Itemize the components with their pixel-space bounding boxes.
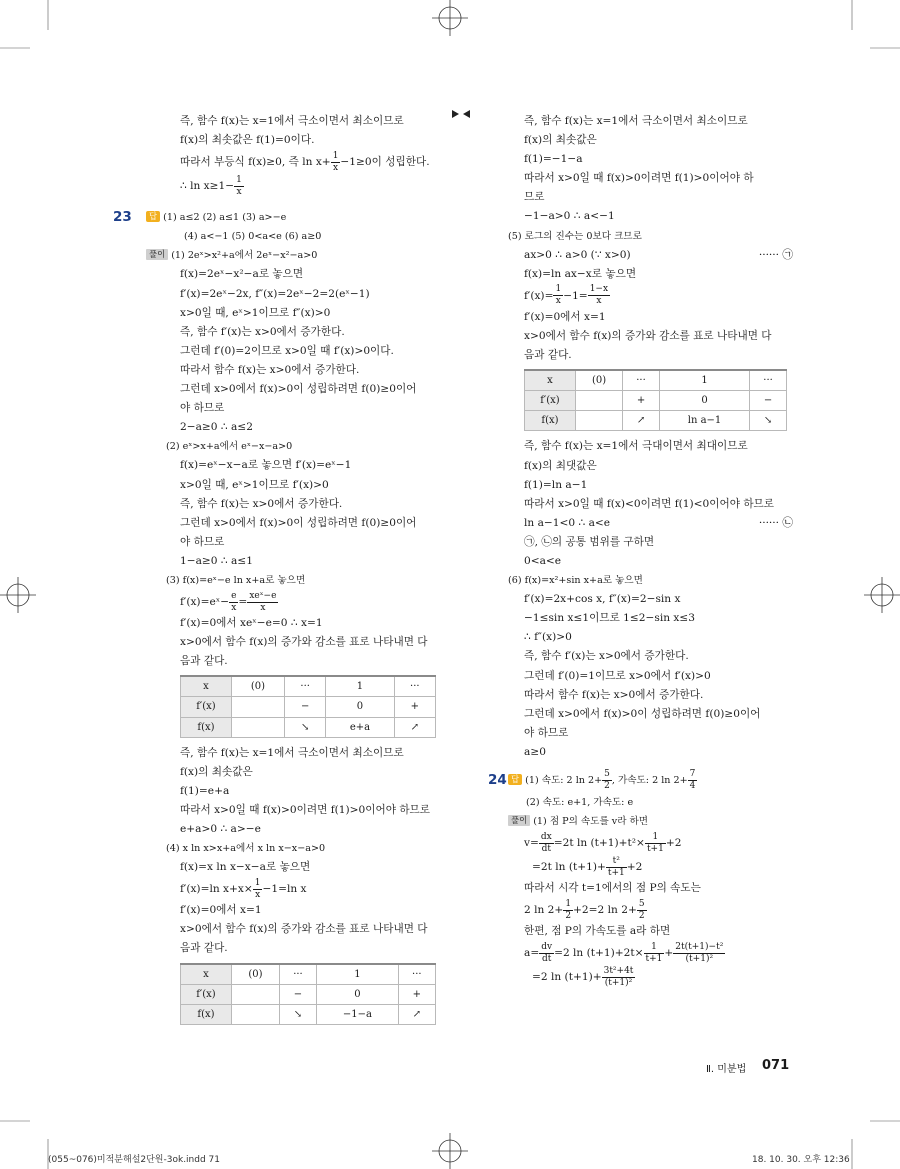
text-line: f(x)의 최솟값은 f(1)=0이다.: [180, 134, 315, 147]
text-line: a= $\frac{dv}{dt}$ =2 ln (t+1)+2t× $\frac{1}{t+1}$ + $\frac{\text{2t(t+1)−t²}}{\text{(t+1)²}}$: [524, 941, 724, 964]
text-line: 음과 같다.: [524, 349, 572, 362]
solution-line: 풀이 (1) 2eˣ>x²+a에서 2eˣ−x²−a>0: [146, 246, 446, 265]
fraction: $\frac{1}{x}$: [555, 284, 562, 307]
answer-tag: 답: [146, 211, 160, 222]
text-line: 그런데 x>0에서 f(x)>0이 성립하려면 f(0)≥0이어: [180, 516, 417, 529]
fraction: $\frac{1}{2}$: [565, 898, 572, 921]
text-line: f(x)=ln ax−x로 놓으면: [524, 267, 637, 280]
text-line: 므로: [524, 191, 545, 204]
text-line: v= $\frac{dx}{dt}$ =2t ln (t+1)+t²× $\frac{1}{t+1}$ +2: [524, 831, 682, 854]
text-line: 따라서 시각 t=1에서의 점 P의 속도는: [524, 882, 701, 895]
solution-tag: 풀이: [146, 249, 168, 260]
fraction: $\frac{1}{x}$: [332, 150, 339, 173]
text-line: f′(x)=ln x+x× $\frac{1}{x}$ −1=ln x: [180, 877, 307, 900]
text-line: −1−a>0 ∴ a<−1: [524, 210, 615, 223]
part-heading: (4) x ln x>x+a에서 x ln x−x−a>0: [166, 843, 326, 855]
text-line: 1−a≥0 ∴ a≤1: [180, 554, 253, 567]
text-line: f(1)=e+a: [180, 784, 230, 797]
text-line: 따라서 부등식 f(x)≥0, 즉 ln x+ $\frac{1}{x}$ −1≥0이 성립한다.: [180, 150, 430, 173]
fraction: $\frac{7}{4}$: [689, 768, 696, 791]
text-line: f(1)=ln a−1: [524, 478, 588, 491]
increase-decrease-table: x (0) ··· 1 ··· f′(x) − 0 + f(x) ↘ e+a ↗: [180, 675, 436, 737]
text-line: 음과 같다.: [180, 655, 228, 668]
part-heading: (6) f(x)=x²+sin x+a로 놓으면: [508, 575, 643, 587]
fraction: $\frac{5}{2}$: [638, 898, 645, 921]
solution-tag: 풀이: [508, 815, 530, 826]
text-line: f(x)=x ln x−x−a로 놓으면: [180, 861, 311, 874]
text-line: 0<a<e: [524, 554, 562, 567]
text-line: −1≤sin x≤1이므로 1≤2−sin x≤3: [524, 612, 696, 625]
text-line: 야 하므로: [180, 535, 225, 548]
text-line: ㉠, ㉡의 공통 범위를 구하면: [524, 535, 655, 548]
text-line: 그런데 x>0에서 f(x)>0이 성립하려면 f(0)≥0이어: [180, 383, 417, 396]
text-line: 한편, 점 P의 가속도를 a라 하면: [524, 925, 671, 938]
problem-23: [113, 208, 446, 1025]
text-line: 야 하므로: [180, 402, 225, 415]
answer-line: (4) a<−1 (5) 0<a<e (6) a≥0: [184, 231, 322, 243]
text-line: f′(x)= $\frac{1}{x}$ −1= $\frac{1-x}{x}$: [524, 284, 609, 307]
right-column: [488, 112, 793, 989]
text-line: 즉, 함수 f(x)는 x=1에서 극소이면서 최소이므로: [524, 115, 748, 127]
answer-line: 24 답 (1) 속도: 2 ln 2+ $\frac{5}{2}$ , 가속도: 2 ln 2+ $\frac{7}{4}$: [488, 768, 696, 791]
text-line: f′(x)=0에서 x=1: [524, 310, 606, 323]
text-line: 그런데 x>0에서 f(x)>0이 성립하려면 f(0)≥0이어: [524, 707, 761, 720]
fraction: $\frac{e}{x}$: [231, 590, 237, 613]
text-line: ∴ ln x≥1− $\frac{1}{x}$: [180, 174, 242, 197]
increase-decrease-table: x (0) ··· 1 ··· f′(x) − 0 + f(x) ↘ −1−a ↗: [180, 963, 436, 1025]
fraction: $\frac{1}{t+1}$: [645, 941, 663, 964]
text-line: f′(x)=eˣ− $\frac{e}{x}$ = $\frac{\text{xeˣ−e}}{x}$: [180, 590, 277, 613]
fraction: $\frac{dv}{dt}$: [541, 941, 553, 964]
text-line: 따라서 함수 f(x)는 x>0에서 증가한다.: [180, 363, 360, 376]
text-line: 따라서 x>0일 때 f(x)<0이려면 f(1)<0이어야 하므로: [524, 497, 775, 510]
print-date: 18. 10. 30. 오후 12:36: [752, 1155, 850, 1165]
text-line: 그런데 f′(0)=2이므로 x>0일 때 f′(x)>0이다.: [180, 344, 394, 357]
text-line: f(x)의 최댓값은: [524, 459, 597, 472]
text-line: ax>0 ∴ a>0 (∵ x>0) ······ ㉠: [524, 246, 793, 265]
fraction: $\frac{5}{2}$: [604, 768, 610, 791]
text-line: ln a−1<0 ∴ a<e ······ ㉡: [524, 514, 793, 533]
solution-line: 풀이 (1) 점 P의 속도를 v라 하면: [508, 812, 793, 831]
marker-label: ······ ㉡: [758, 516, 793, 529]
text-line: 즉, 함수 f(x)는 x=1에서 극소이면서 최소이므로: [180, 746, 404, 759]
section-label: Ⅱ. 미분법: [706, 1064, 747, 1075]
text-line: f′(x)=0에서 x=1: [180, 904, 262, 917]
text-line: e+a>0 ∴ a>−e: [180, 823, 261, 835]
text-line: x>0에서 함수 f(x)의 증가와 감소를 표로 나타내면 다: [180, 636, 428, 649]
text-line: x>0에서 함수 f(x)의 증가와 감소를 표로 나타내면 다: [180, 923, 428, 936]
text-line: f′(x)=0에서 xeˣ−e=0 ∴ x=1: [180, 617, 323, 630]
fraction: $\frac{\text{2t(t+1)−t²}}{\text{(t+1)²}}$: [675, 941, 724, 964]
text-line: =2t ln (t+1)+ $\frac{\text{t²}}{t+1}$ +2: [532, 855, 643, 878]
marker-label: ······ ㉠: [758, 248, 793, 261]
text-line: f′(x)=2x+cos x, f″(x)=2−sin x: [524, 593, 681, 606]
text-line: f(x)의 최솟값은: [180, 765, 253, 778]
text-line: x>0일 때, eˣ>1이므로 f′(x)>0: [180, 478, 329, 491]
text-line: 따라서 x>0일 때 f(x)>0이려면 f(1)>0이어야 하므로: [180, 803, 431, 816]
fraction: $\frac{1}{x}$: [254, 877, 261, 900]
fraction: $\frac{1}{x}$: [236, 174, 242, 197]
increase-decrease-table: x (0) ··· 1 ··· f′(x) + 0 − f(x) ↗ ln a−1 ↘: [524, 369, 787, 431]
text-line: f′(x)=2eˣ−2x, f″(x)=2eˣ−2=2(eˣ−1): [180, 287, 370, 300]
text-line: x>0에서 함수 f(x)의 증가와 감소를 표로 나타내면 다: [524, 329, 772, 342]
text-line: 야 하므로: [524, 726, 569, 739]
text-line: =2 ln (t+1)+ $\frac{\text{3t²+4t}}{\text{(t+1)²}}$: [532, 965, 634, 988]
problem-24: [488, 768, 793, 989]
fraction: $\frac{1}{t+1}$: [646, 831, 664, 854]
answer-tag: 답: [508, 774, 522, 785]
answer-line: 23 답 (1) a≤2 (2) a≤1 (3) a>−e: [146, 208, 446, 227]
text-line: 즉, 함수 f(x)는 x=1에서 극대이면서 최대이므로: [524, 440, 748, 453]
text-line: 즉, 함수 f(x)는 x=1에서 극소이면서 최소이므로: [180, 115, 404, 127]
fraction: $\frac{\text{xeˣ−e}}{x}$: [249, 590, 277, 613]
problem-number: 23: [113, 209, 132, 226]
fraction: $\frac{dx}{dt}$: [540, 831, 552, 854]
text-line: f(x)=2eˣ−x²−a로 놓으면: [180, 268, 304, 281]
text-line: ∴ f″(x)>0: [524, 631, 572, 644]
text-line: 2−a≥0 ∴ a≤2: [180, 421, 253, 434]
text-line: f(1)=−1−a: [524, 153, 583, 166]
file-name: (055~076)미적분해설2단원-3ok.indd 71: [48, 1155, 221, 1165]
fraction: $\frac{1-x}{x}$: [589, 284, 609, 307]
left-column: [113, 112, 446, 1031]
fraction: $\frac{\text{t²}}{t+1}$: [607, 855, 625, 878]
text-line: f(x)=eˣ−x−a로 놓으면 f′(x)=eˣ−1: [180, 459, 352, 472]
fraction: $\frac{\text{3t²+4t}}{\text{(t+1)²}}$: [603, 965, 634, 988]
page-number: 071: [762, 1058, 790, 1073]
text-line: 2 ln 2+ $\frac{1}{2}$ +2=2 ln 2+ $\frac{5}{2}$: [524, 898, 645, 921]
part-heading: (3) f(x)=eˣ−e ln x+a로 놓으면: [166, 574, 306, 586]
problem-number: 24: [488, 772, 507, 788]
text-line: 따라서 x>0일 때 f(x)>0이려면 f(1)>0이어야 하: [524, 172, 754, 185]
text-line: f(x)의 최솟값은: [524, 134, 597, 147]
answer-line: (2) 속도: e+1, 가속도: e: [526, 797, 634, 808]
part-heading: (5) 로그의 진수는 0보다 크므로: [508, 230, 642, 242]
part-heading: (2) eˣ>x+a에서 eˣ−x−a>0: [166, 441, 293, 453]
text-line: 즉, 함수 f′(x)는 x>0에서 증가한다.: [180, 325, 345, 338]
text-line: 음과 같다.: [180, 942, 228, 955]
text-line: x>0일 때, eˣ>1이므로 f″(x)>0: [180, 306, 331, 319]
text-line: a≥0: [524, 745, 546, 758]
column-divider-mark-icon: [450, 108, 472, 120]
text-line: 따라서 함수 f(x)는 x>0에서 증가한다.: [524, 688, 704, 701]
text-line: 즉, 함수 f′(x)는 x>0에서 증가한다.: [524, 650, 689, 663]
text-line: 그런데 f′(0)=1이므로 x>0에서 f′(x)>0: [524, 669, 711, 682]
text-line: 즉, 함수 f(x)는 x>0에서 증가한다.: [180, 497, 343, 510]
